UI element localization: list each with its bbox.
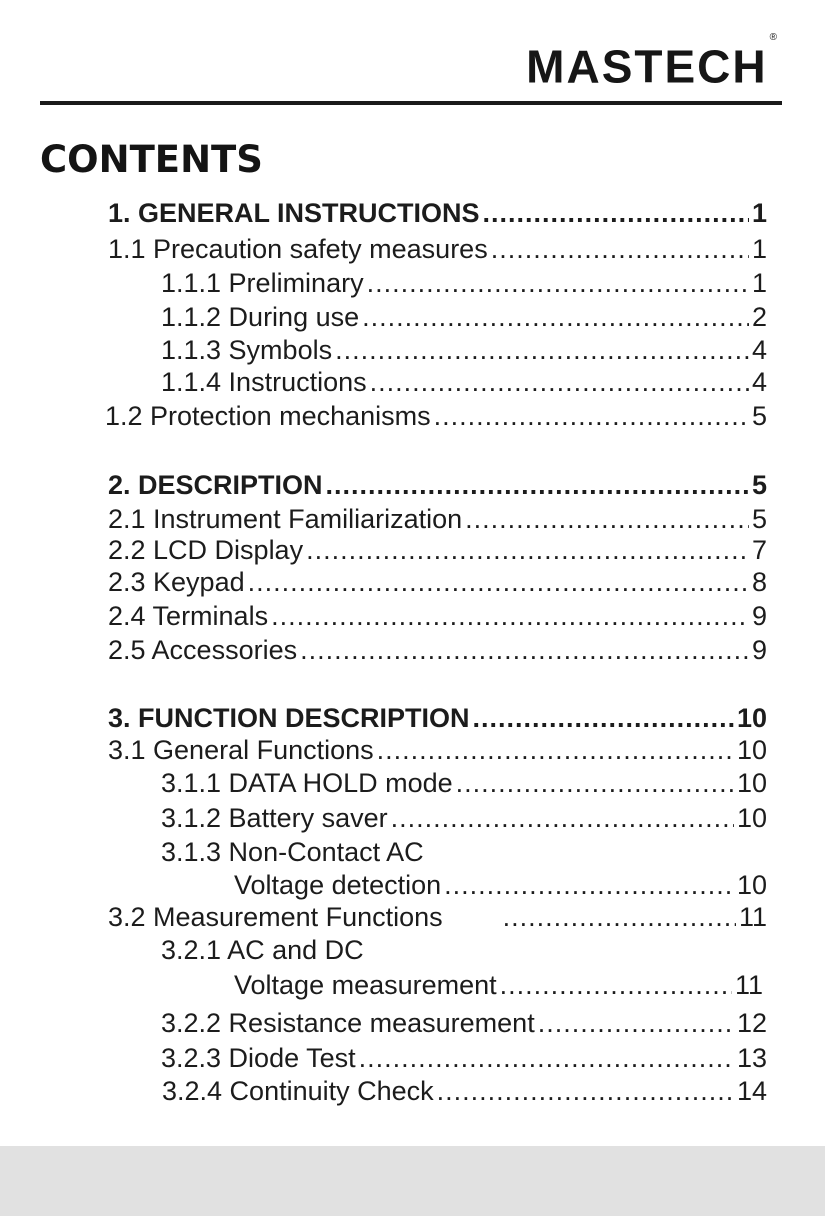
toc-entry-title: Voltage detection <box>234 870 442 900</box>
toc-leader-dots <box>248 564 749 600</box>
toc-leader-dots <box>300 632 749 668</box>
toc-leader-dots <box>370 364 749 400</box>
toc-entry-title: 3.2.3 Diode Test <box>161 1043 356 1073</box>
toc-entry[interactable] <box>108 564 767 600</box>
toc-leader-dots <box>377 732 734 768</box>
toc-entry[interactable] <box>108 632 767 668</box>
toc-entry[interactable] <box>161 332 767 368</box>
toc-entry-title: 1.1.3 Symbols <box>161 335 333 365</box>
toc-entry-title: 1.1.2 During use <box>161 302 360 332</box>
toc-entry[interactable] <box>234 967 763 1003</box>
toc-entry-page: 4 <box>751 367 767 397</box>
toc-entry[interactable] <box>161 265 767 301</box>
toc-leader-dots <box>306 532 749 568</box>
toc-entry-page: 13 <box>736 1043 767 1073</box>
toc-entry-title: 1.1.4 Instructions <box>161 367 367 397</box>
toc-entry-title: 2.5 Accessories <box>108 635 298 665</box>
footer-band <box>0 1146 825 1216</box>
toc-leader-dots <box>362 299 749 335</box>
toc-entry[interactable] <box>108 195 767 231</box>
toc-entry[interactable] <box>161 299 767 335</box>
toc-leader-dots <box>391 800 734 836</box>
toc-entry[interactable] <box>108 899 767 935</box>
toc-entry-title: 3.2.1 AC and DC <box>161 935 364 965</box>
toc-entry-page: 10 <box>736 703 767 733</box>
toc-entry[interactable] <box>105 398 767 434</box>
toc-entry[interactable] <box>161 834 767 870</box>
toc-entry-page: 1 <box>751 268 767 298</box>
toc-entry-page: 10 <box>736 735 767 765</box>
toc-entry-page: 11 <box>734 970 763 1000</box>
toc-leader-dots <box>456 765 734 801</box>
toc-entry-title: 3.1.2 Battery saver <box>161 803 388 833</box>
toc-entry-page: 10 <box>736 870 767 900</box>
toc-entry[interactable] <box>108 732 767 768</box>
toc-leader-dots <box>437 1073 734 1109</box>
toc-entry[interactable] <box>161 800 767 836</box>
toc-entry[interactable] <box>108 231 767 267</box>
toc-leader-dots <box>473 700 734 736</box>
toc-entry-page: 10 <box>736 768 767 798</box>
toc-entry-page: 7 <box>751 535 767 565</box>
toc-entry-title: 3.2.4 Continuity Check <box>162 1076 434 1106</box>
toc-entry-title: 3. FUNCTION DESCRIPTION <box>108 703 470 733</box>
toc-entry-title: 1.1 Precaution safety measures <box>108 234 488 264</box>
toc-entry[interactable] <box>162 1073 767 1109</box>
toc-entry-title: 3.1.1 DATA HOLD mode <box>161 768 453 798</box>
toc-entry-title: 1.2 Protection mechanisms <box>105 401 431 431</box>
toc-entry[interactable] <box>161 932 767 968</box>
toc-entry-title: 2.1 Instrument Familiarization <box>108 504 463 534</box>
toc-entry[interactable] <box>161 765 767 801</box>
toc-entry-title: 3.1 General Functions <box>108 735 374 765</box>
toc-entry-title: 2.4 Terminals <box>108 601 269 631</box>
brand-logo <box>526 32 777 93</box>
toc-leader-dots <box>500 967 732 1003</box>
toc-entry-title: 1.1.1 Preliminary <box>161 268 364 298</box>
toc-entry[interactable] <box>108 532 767 568</box>
toc-entry-page: 11 <box>738 902 767 932</box>
toc-entry-page: 5 <box>751 401 767 431</box>
toc-entry-page: 5 <box>751 470 767 500</box>
toc-entry-page: 4 <box>751 335 767 365</box>
toc-entry-page: 5 <box>751 504 767 534</box>
toc-leader-dots <box>335 332 749 368</box>
toc-entry-title: 3.1.3 Non-Contact AC <box>161 837 424 867</box>
toc-leader-dots <box>434 398 749 434</box>
toc-entry[interactable] <box>161 364 767 400</box>
toc-entry[interactable] <box>161 1005 767 1041</box>
toc-entry-title: 2.3 Keypad <box>108 567 245 597</box>
toc-entry-page: 1 <box>751 234 767 264</box>
toc-entry-title: Voltage measurement <box>234 970 497 1000</box>
toc-leader-dots <box>538 1005 734 1041</box>
toc-entry[interactable] <box>108 700 767 736</box>
toc-leader-dots <box>503 899 736 935</box>
toc-leader-dots <box>491 231 749 267</box>
registered-mark: ® <box>769 32 777 43</box>
toc-entry-page: 14 <box>736 1076 767 1106</box>
toc-entry-page: 12 <box>736 1008 767 1038</box>
page-title: CONTENTS <box>40 138 263 181</box>
toc-entry[interactable] <box>108 598 767 634</box>
toc-entry-page: 9 <box>751 635 767 665</box>
toc-entry[interactable] <box>161 1040 767 1076</box>
toc-entry-page: 10 <box>736 803 767 833</box>
toc-entry-title: 2. DESCRIPTION <box>108 470 323 500</box>
toc-entry[interactable] <box>108 467 767 503</box>
toc-leader-dots <box>271 598 749 634</box>
toc-entry-page: 2 <box>751 302 767 332</box>
toc-leader-dots <box>359 1040 734 1076</box>
brand-name: MASTECH <box>526 40 768 93</box>
toc-leader-dots <box>483 195 749 231</box>
toc-entry-page: 8 <box>751 567 767 597</box>
toc-entry-page: 9 <box>751 601 767 631</box>
toc-leader-dots <box>326 467 749 503</box>
toc-leader-dots <box>367 265 749 301</box>
toc-entry-title: 2.2 LCD Display <box>108 535 304 565</box>
toc-entry[interactable] <box>234 867 767 903</box>
toc-leader-dots <box>444 867 734 903</box>
toc-entry-page: 1 <box>751 198 767 228</box>
header-rule <box>40 101 782 105</box>
toc-entry-title: 1. GENERAL INSTRUCTIONS <box>108 198 480 228</box>
toc-entry-title: 3.2 Measurement Functions <box>108 902 443 932</box>
toc-entry-title: 3.2.2 Resistance measurement <box>161 1008 535 1038</box>
